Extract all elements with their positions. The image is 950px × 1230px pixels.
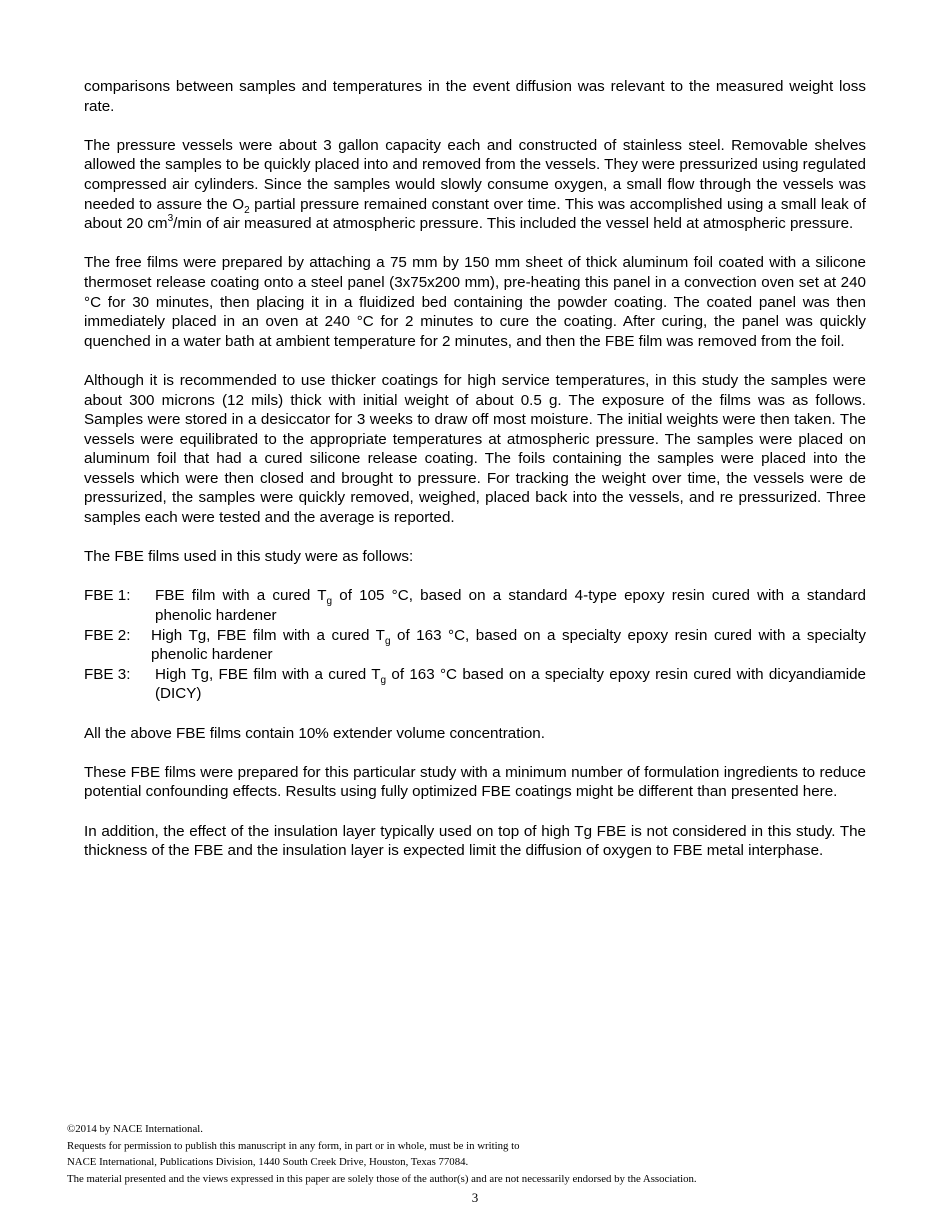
page-number: 3 [471, 1190, 479, 1205]
paragraph-insulation: In addition, the effect of the insulation layer typically used on top of high Tg FBE is not considered in this study. The thickness of the FBE and the insulation layer is expected limit the diffusion of oxygen to FBE metal interphase. [84, 822, 866, 860]
text-run: The pressure vessels were about 3 gallon capacity each and constructed of stainless steel. Removable shelves allowed the samples to be quickly placed into and removed from the vessels. They were pressurized using regulated compressed air cylinders. Since the samples would slowly consume oxygen, a small flow through the vessels was needed to assure the O [84, 136, 866, 213]
fbe-description [155, 586, 866, 625]
fbe-label: FBE 1: [84, 587, 131, 605]
list-item [84, 665, 866, 704]
paragraph-formulation: These FBE films were prepared for this particular study with a minimum number of formulation ingredients to reduce potential confounding effects. Results using fully optimized FBE coatings might be different than presented here. [84, 763, 866, 801]
list-item [84, 586, 866, 625]
paragraph-pressure-vessels [84, 136, 866, 234]
subscript-g: g [384, 635, 391, 647]
copyright-notice: ©2014 by NACE International. [67, 1123, 203, 1135]
text-run: of 105 °C, based on a standard 4-type epoxy resin cured with a standard phenolic hardener [155, 587, 867, 625]
paragraph-free-films: The free films were prepared by attaching a 75 mm by 150 mm sheet of thick aluminum foil coated with a silicone thermoset release coating onto a steel panel (3x75x200 mm), pre-heating this panel in a convection oven set at 240 °C for 30 minutes, then placing it in a fluidized bed containing the powder coating. The coated panel was then immediately placed in an oven at 240 °C for 2 minutes to cure the coating. After curing, the panel was quickly quenched in a water bath at ambient temperature for 2 minutes, and then the FBE film was removed from the foil. [84, 254, 866, 350]
superscript-3: 3 [167, 213, 174, 225]
page-footer [67, 1121, 887, 1187]
text-run: /min of air measured at atmospheric pressure. This included the vessel held at atmospheric pressure. [173, 215, 854, 233]
fbe-list [84, 586, 866, 704]
paragraph-weight-loss: comparisons between samples and temperatures in the event diffusion was relevant to the measured weight loss rate. [84, 78, 866, 115]
footer-permission: Requests for permission to publish this manuscript in any form, in part or in whole, must be in writing to [67, 1139, 520, 1152]
text-run: High Tg, FBE film with a cured T [151, 626, 385, 644]
text-run: partial pressure remained constant over time. This was accomplished using a small leak of about 20 cm [84, 195, 866, 233]
footer-disclaimer: The material presented and the views expressed in this paper are solely those of the author(s) and are not necessarily endorsed by the Association. [67, 1172, 697, 1185]
text-run: of 163 °C, based on a specialty epoxy resin cured with a specialty phenolic hardener [151, 626, 866, 664]
document-body [84, 77, 866, 880]
subscript-2: 2 [244, 204, 250, 216]
paragraph-extender: All the above FBE films contain 10% extender volume concentration. [84, 724, 545, 742]
paragraph-sample-exposure: Although it is recommended to use thicker coatings for high service temperatures, in this study the samples were about 300 microns (12 mils) thick with initial weight of about 0.5 g. The exposure of the films was as follows. Samples were stored in a desiccator for 3 weeks to draw off most moisture. The initial weights were then taken. The vessels were equilibrated to the appropriate temperatures at atmospheric pressure. The samples were placed on aluminum foil that had a cured silicone release coating. The foils containing the samples were placed into the vessels which were then closed and brought to pressure. For tracking the weight over time, the vessels were de pressurized, the samples were quickly removed, weighed, placed back into the vessels, and re pressurized. Three samples each were tested and the average is reported. [84, 371, 866, 527]
footer-address: NACE International, Publications Division, 1440 South Creek Drive, Houston, Texas 77084. [67, 1156, 469, 1169]
fbe-description [155, 665, 866, 704]
fbe-description [151, 626, 866, 665]
text-run: of 163 °C based on a specialty epoxy resin cured with dicyandiamide (DICY) [155, 665, 866, 703]
list-item [84, 626, 866, 665]
subscript-g: g [380, 674, 387, 686]
fbe-label: FBE 2: [84, 626, 131, 644]
text-run: High Tg, FBE film with a cured T [155, 665, 381, 683]
paragraph-films-intro: The FBE films used in this study were as follows: [84, 548, 414, 566]
fbe-label: FBE 3: [84, 665, 131, 683]
subscript-g: g [326, 596, 333, 608]
text-run: FBE film with a cured T [155, 587, 327, 605]
